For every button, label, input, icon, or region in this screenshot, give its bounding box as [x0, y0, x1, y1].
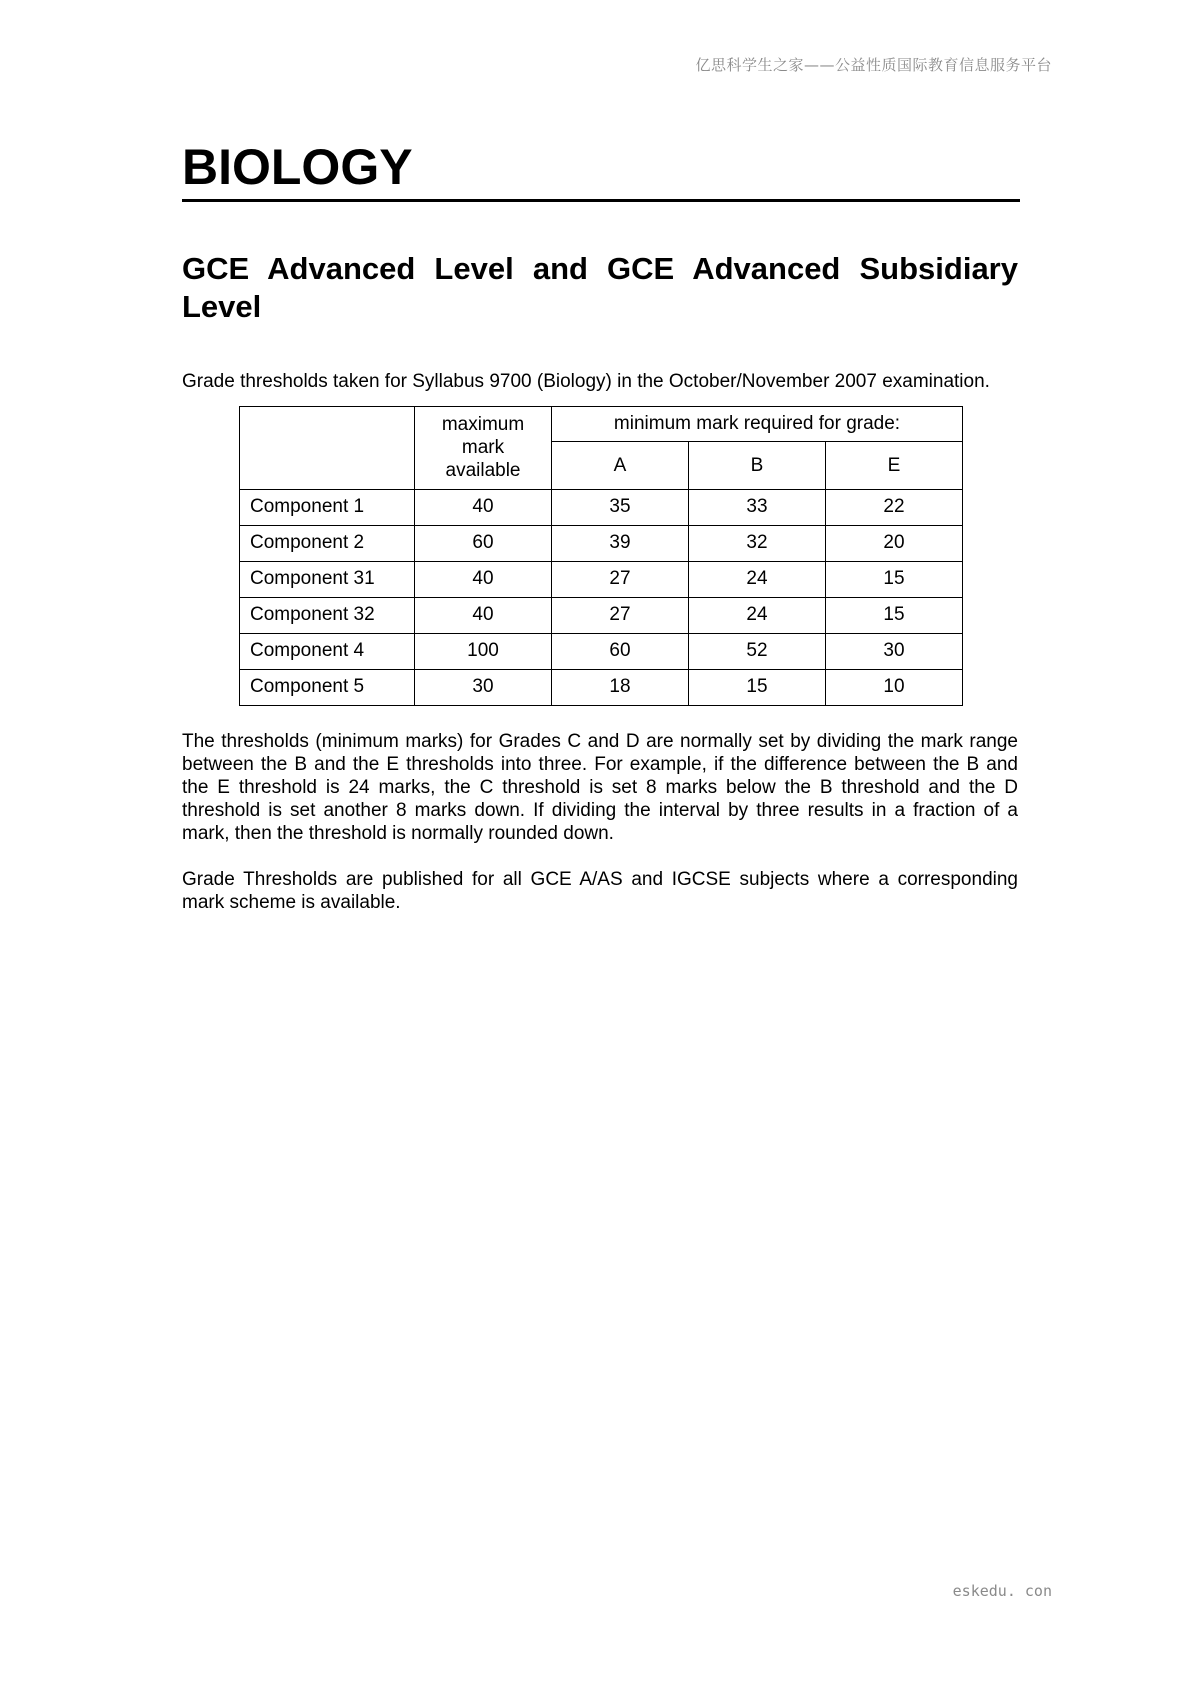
table-row — [240, 669, 963, 705]
grade-a-cell: 27 — [552, 561, 689, 597]
grade-e-cell: 15 — [826, 597, 963, 633]
component-label: Component 4 — [240, 633, 415, 669]
grade-e-cell: 20 — [826, 525, 963, 561]
max-mark-cell: 30 — [415, 669, 552, 705]
grade-b-cell: 52 — [689, 633, 826, 669]
footer-site-mark: eskedu. con — [952, 1582, 1052, 1600]
grade-e-cell: 22 — [826, 489, 963, 525]
component-label: Component 1 — [240, 489, 415, 525]
header-max-mark — [415, 406, 552, 489]
header-grade-e: E — [826, 442, 963, 489]
table-row — [240, 597, 963, 633]
table-row — [240, 489, 963, 525]
grade-a-cell: 60 — [552, 633, 689, 669]
grade-a-cell: 39 — [552, 525, 689, 561]
header-min-mark: minimum mark required for grade: — [552, 406, 963, 442]
header-watermark: 亿思科学生之家——公益性质国际教育信息服务平台 — [695, 56, 1052, 74]
header-max-line-3: available — [445, 460, 521, 482]
header-grade-a: A — [552, 442, 689, 489]
grade-a-cell: 18 — [552, 669, 689, 705]
intro-paragraph: Grade thresholds taken for Syllabus 9700 (Biology) in the October/November 2007 examination. — [182, 370, 990, 392]
grade-b-cell: 24 — [689, 597, 826, 633]
grade-b-cell: 33 — [689, 489, 826, 525]
component-label: Component 31 — [240, 561, 415, 597]
table-header-row — [240, 406, 963, 442]
component-label: Component 32 — [240, 597, 415, 633]
component-label: Component 5 — [240, 669, 415, 705]
max-mark-cell: 40 — [415, 561, 552, 597]
thresholds-paragraph: The thresholds (minimum marks) for Grades C and D are normally set by dividing the mark range between the B and the E thresholds into three. For example, if the difference between the B and the E threshold is 24 marks, the C threshold is set 8 marks below the B threshold and the D threshold is set another 8 marks down. If dividing the interval by three results in a fraction of a mark, then the threshold is normally rounded down. — [182, 730, 1018, 844]
grade-b-cell: 32 — [689, 525, 826, 561]
grade-a-cell: 27 — [552, 597, 689, 633]
header-max-line-2: mark — [461, 437, 505, 459]
grade-e-cell: 10 — [826, 669, 963, 705]
grade-b-cell: 24 — [689, 561, 826, 597]
subtitle-line-2: Level — [182, 288, 262, 324]
max-mark-cell: 60 — [415, 525, 552, 561]
header-max-line-1: maximum — [441, 414, 525, 436]
header-empty-cell — [240, 406, 415, 489]
max-mark-cell: 40 — [415, 489, 552, 525]
published-paragraph: Grade Thresholds are published for all GCE A/AS and IGCSE subjects where a corresponding mark scheme is available. — [182, 868, 1018, 913]
grade-thresholds-table — [239, 406, 963, 706]
table-row — [240, 525, 963, 561]
subtitle-line-1: GCE Advanced Level and GCE Advanced Subsidiary — [182, 251, 1018, 286]
header-grade-b: B — [689, 442, 826, 489]
table-row — [240, 633, 963, 669]
page-title: BIOLOGY — [182, 140, 1020, 202]
max-mark-cell: 40 — [415, 597, 552, 633]
table-row — [240, 561, 963, 597]
max-mark-cell: 100 — [415, 633, 552, 669]
grade-e-cell: 30 — [826, 633, 963, 669]
document-subtitle — [182, 250, 1018, 326]
grade-e-cell: 15 — [826, 561, 963, 597]
document-body — [182, 140, 1018, 914]
grade-b-cell: 15 — [689, 669, 826, 705]
component-label: Component 2 — [240, 525, 415, 561]
grade-a-cell: 35 — [552, 489, 689, 525]
